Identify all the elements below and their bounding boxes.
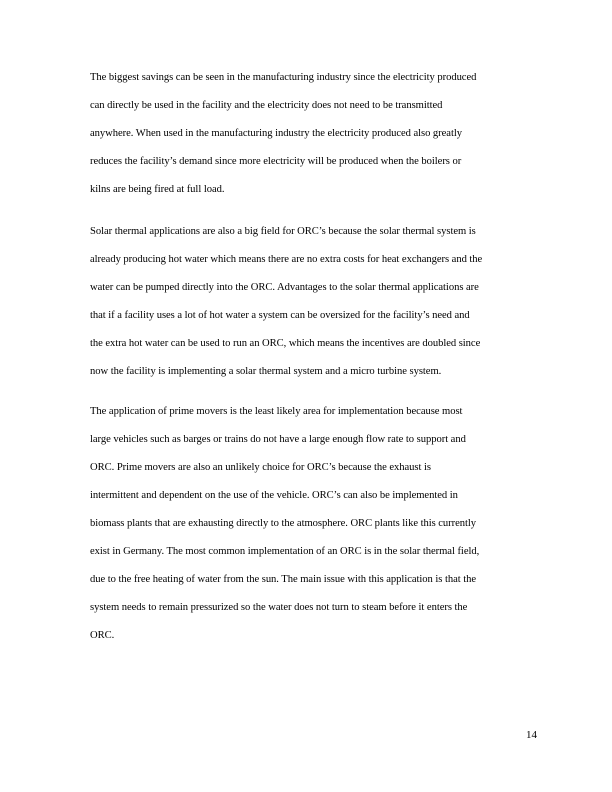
text-line: that if a facility uses a lot of hot water a system can be oversized for the facility’s need and [90,310,470,321]
text-line: ORC. Prime movers are also an unlikely choice for ORC’s because the exhaust is [90,462,431,473]
text-line: large vehicles such as barges or trains do not have a large enough flow rate to support and [90,434,466,445]
text-line: anywhere. When used in the manufacturing industry the electricity produced also greatly [90,128,462,139]
text-line: the extra hot water can be used to run an ORC, which means the incentives are doubled since [90,338,481,349]
text-line: exist in Germany. The most common implementation of an ORC is in the solar thermal field, [90,546,480,557]
text-line: ORC. [90,630,115,641]
text-line: The biggest savings can be seen in the manufacturing industry since the electricity produced [90,72,477,83]
text-line: kilns are being fired at full load. [90,184,225,195]
text-line: now the facility is implementing a solar thermal system and a micro turbine system. [90,366,442,377]
text-line: already producing hot water which means there are no extra costs for heat exchangers and the [90,254,483,265]
text-line: The application of prime movers is the least likely area for implementation because most [90,406,463,417]
text-line: can directly be used in the facility and the electricity does not need to be transmitted [90,100,443,111]
text-line: intermittent and dependent on the use of the vehicle. ORC’s can also be implemented in [90,490,458,501]
text-line: biomass plants that are exhausting directly to the atmosphere. ORC plants like this currently [90,518,477,529]
text-line: Solar thermal applications are also a big field for ORC’s because the solar thermal system is [90,226,476,237]
text-line: reduces the facility’s demand since more electricity will be produced when the boilers or [90,156,462,167]
text-line: due to the free heating of water from the sun. The main issue with this application is that the [90,574,477,585]
text-line: water can be pumped directly into the ORC. Advantages to the solar thermal applications are [90,282,479,293]
text-line: system needs to remain pressurized so the water does not turn to steam before it enters the [90,602,468,613]
page-number: 14 [526,729,537,741]
